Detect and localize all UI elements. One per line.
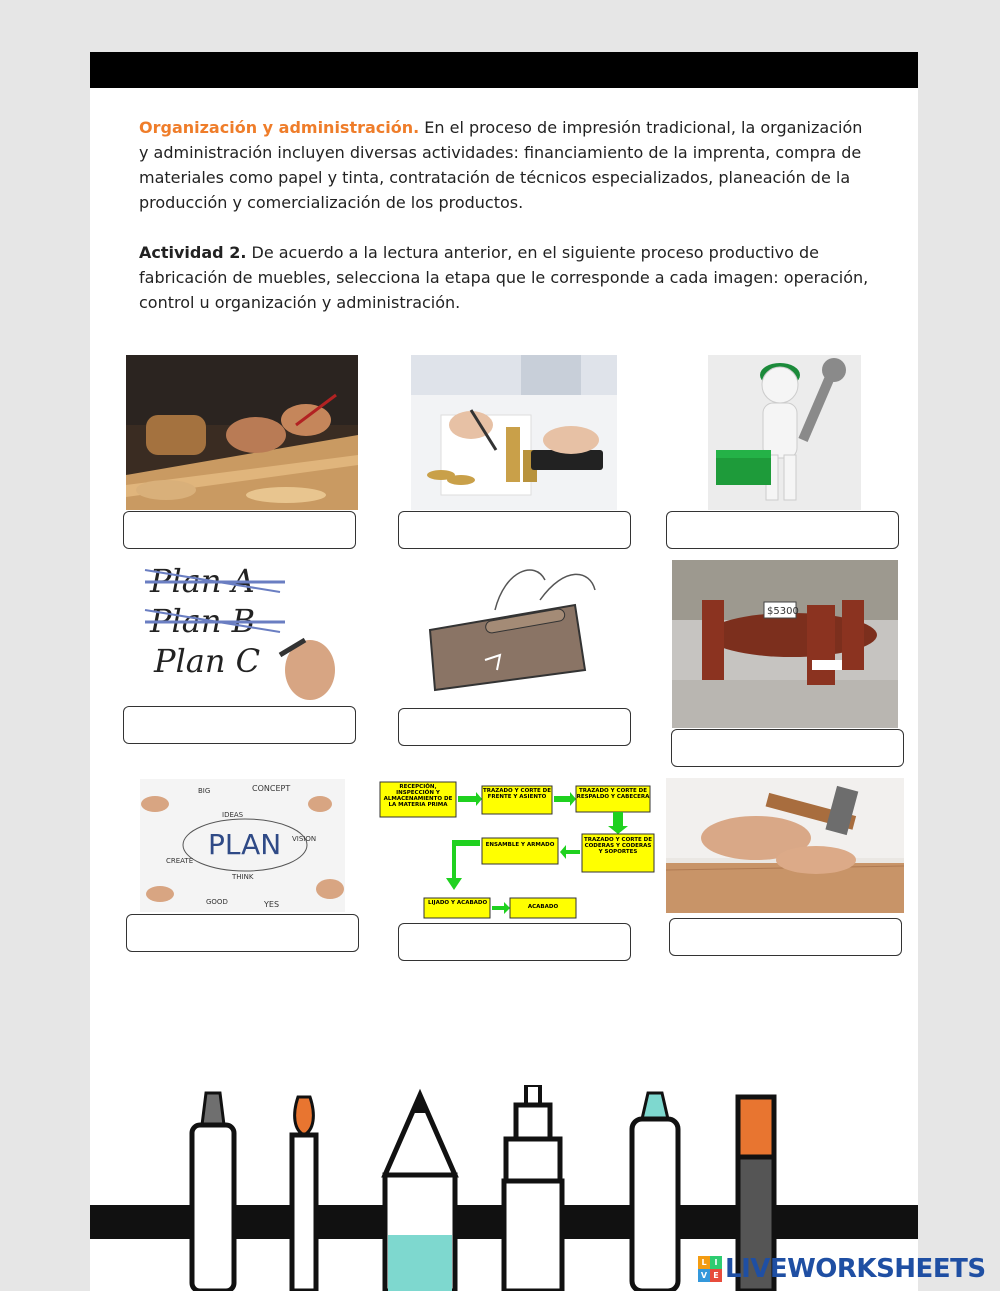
reading-highlight: Organización y administración. (139, 118, 420, 137)
plan-a-text: Plan A (150, 562, 255, 600)
activity-text: De acuerdo a la lectura anterior, en el siguiente proceso productivo de fabricación de muebles, selecciona la etapa que le corresponde a cada imagen: operación, control u organización y administración. (139, 243, 869, 312)
flow-step-6: LIJADO Y ACABADO (428, 900, 488, 906)
plan-concept-image (140, 779, 345, 912)
answer-box-7[interactable] (126, 914, 359, 952)
svg-text:CONCEPT: CONCEPT (252, 784, 291, 793)
flow-step-1: RECEPCIÓN, INSPECCIÓN Y ALMACENAMIENTO DE LA MATERIA PRIMA (383, 784, 453, 808)
svg-text:BIG: BIG (198, 787, 211, 795)
logo-text: LIVEWORKSHEETS (725, 1254, 986, 1284)
flow-step-3: TRAZADO Y CORTE DE RESPALDO Y CABECERA (576, 788, 650, 800)
svg-text:THINK: THINK (232, 873, 254, 881)
answer-box-8[interactable] (398, 923, 631, 961)
price-tag: $5300 (767, 606, 799, 617)
answer-box-5[interactable] (398, 708, 631, 746)
activity-instructions (139, 240, 869, 315)
svg-text:IDEAS: IDEAS (222, 811, 244, 819)
answer-box-4[interactable] (123, 706, 356, 744)
woodwork-sketch (425, 560, 600, 705)
svg-text:CREATE: CREATE (166, 857, 194, 865)
plans-illustration (140, 560, 340, 705)
flow-step-2: TRAZADO Y CORTE DE FRENTE Y ASIENTO (483, 788, 551, 800)
reading-text: En el proceso de impresión tradicional, la organización y administración incluyen diversas actividades: financiamiento de la imprenta, compra de materiales como papel y tinta, contratación de técnicos especializados, planeación de la producción y comercialización de los productos. (139, 118, 863, 212)
reading-paragraph (139, 115, 869, 215)
svg-text:YES: YES (264, 900, 280, 909)
answer-box-9[interactable] (669, 918, 902, 956)
header-bar (90, 52, 918, 88)
activity-label: Actividad 2. (139, 243, 247, 262)
flow-step-7: ACABADO (527, 904, 559, 910)
svg-text:VISION: VISION (292, 835, 317, 843)
dining-table-photo (672, 560, 898, 728)
answer-box-1[interactable] (123, 511, 356, 549)
answer-box-3[interactable] (666, 511, 899, 549)
worker-3d-illustration (708, 355, 861, 510)
svg-text:GOOD: GOOD (206, 898, 228, 906)
logo-badge-icon: L I V E (698, 1256, 722, 1282)
hammer-photo (666, 778, 904, 913)
flow-step-5: ENSAMBLE Y ARMADO (485, 842, 555, 848)
finance-photo (411, 355, 617, 510)
process-flowchart (378, 778, 658, 920)
answer-box-2[interactable] (398, 511, 631, 549)
plan-center-word: PLAN (208, 828, 282, 861)
plan-c-text: Plan C (154, 642, 261, 680)
liveworksheets-logo[interactable] (698, 1254, 986, 1284)
answer-box-6[interactable] (671, 729, 904, 767)
plan-b-text: Plan B (150, 602, 256, 640)
carpentry-photo (126, 355, 358, 510)
flow-step-4: TRAZADO Y CORTE DE CODERAS Y CODERAS Y SOPORTES (584, 837, 652, 855)
